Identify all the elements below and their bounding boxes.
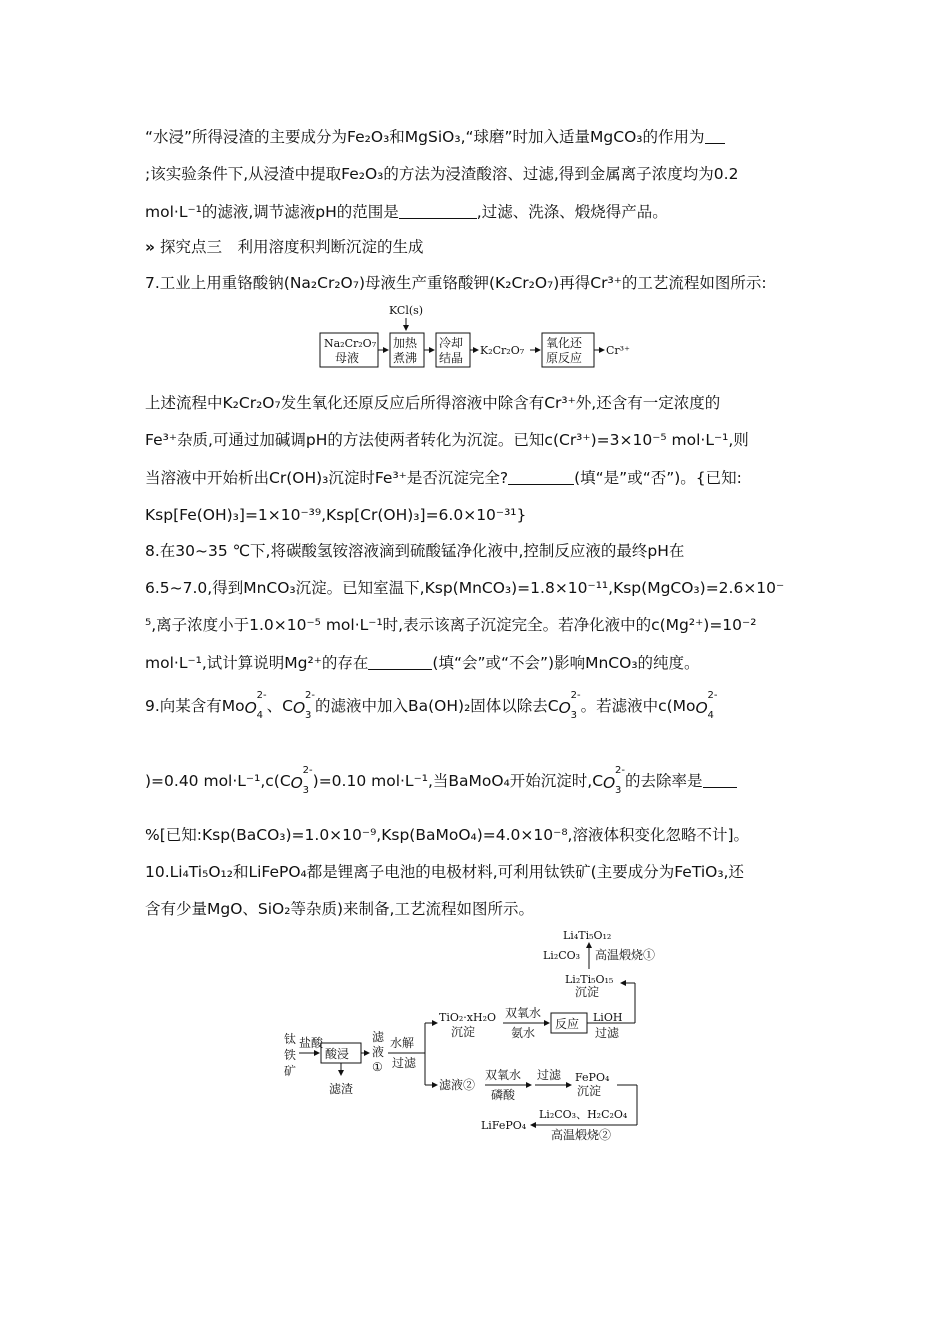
q6-line-2: ;该实验条件下,从浸渣中提取Fe₂O₃的方法为浸渣酸溶、过滤,得到金属离子浓度均为0.2 <box>145 165 739 183</box>
section-title: 探究点三 利用溶度积判断沉淀的生成 <box>159 238 424 256</box>
reagents-label: Li₂CO₃、H₂C₂O₄ <box>539 1108 628 1121</box>
section-heading <box>145 236 423 258</box>
ion-carbonate: O 3 2- <box>292 690 315 721</box>
q7-line-5: Ksp[Fe(OH)₃]=1×10⁻³⁹,Ksp[Cr(OH)₃]=6.0×10⁻³¹} <box>145 506 527 524</box>
filtrate1-3: ① <box>372 1060 383 1074</box>
calcination1-label: 高温煅烧① <box>595 948 656 962</box>
flow-box-redox-2: 原反应 <box>546 351 583 365</box>
phosphoric-label: 磷酸 <box>491 1088 516 1102</box>
filter2-label: 过滤 <box>595 1026 620 1040</box>
ore-label-1: 钛 <box>284 1032 297 1046</box>
ion-molybdate: O 4 2- <box>695 690 718 721</box>
q9-line-3: %[已知:Ksp(BaCO₃)=1.0×10⁻⁹,Ksp(BaMoO₄)=4.0×10⁻⁸,溶液体积变化忽略不计]。 <box>145 826 750 844</box>
li2ti5o15-precipitate: 沉淀 <box>575 985 600 999</box>
hcl-label: 盐酸 <box>299 1036 324 1050</box>
q6-line-3: mol·L⁻¹的滤液,调节滤液pH的范围是 ,过滤、洗涤、煅烧得产品。 <box>145 203 668 221</box>
flow-box-mother-liquor: 母液 <box>335 351 360 365</box>
fepo4-precipitate: 沉淀 <box>577 1084 602 1098</box>
flow-box-redox-1: 氧化还 <box>546 336 583 350</box>
hydrolysis-label: 水解 <box>390 1036 415 1050</box>
q7-line-1: 7.工业上用重铬酸钠(Na₂Cr₂O₇)母液生产重铬酸钾(K₂Cr₂O₇)再得Cr³⁺的工艺流程如图所示: <box>145 274 767 292</box>
q7-line-2: 上述流程中K₂Cr₂O₇发生氧化还原反应后所得溶液中除含有Cr³⁺外,还含有一定浓度的 <box>145 394 721 412</box>
ore-label-2: 铁 <box>284 1048 297 1062</box>
filtrate1-2: 液 <box>372 1045 385 1059</box>
kcl-label: KCl(s) <box>389 304 424 317</box>
lifepo4-label: LiFePO₄ <box>481 1119 527 1132</box>
flow-k2cr2o7: K₂Cr₂O₇ <box>480 344 525 357</box>
q8-line-2: 6.5~7.0,得到MnCO₃沉淀。已知室温下,Ksp(MnCO₃)=1.8×10⁻¹¹,Ksp(MgCO₃)=2.6×10⁻ <box>145 579 785 597</box>
q9-line-1: 9.向某含有Mo O 4 2- 、C O 3 2- 的滤液中加入Ba(OH)₂固体以除去C O 3 2- 。若滤液中c(Mo O 4 2- <box>145 690 718 721</box>
filtrate1-1: 滤 <box>372 1030 385 1044</box>
answer-blank[interactable] <box>703 773 737 788</box>
q8-line-4: mol·L⁻¹,试计算说明Mg²⁺的存在 (填“会”或“不会”)影响MnCO₃的纯度。 <box>145 654 700 672</box>
li2co3-label-1: Li₂CO₃ <box>543 949 581 962</box>
q7-flow-diagram <box>310 300 650 372</box>
lioh-label: LiOH <box>593 1011 623 1024</box>
ore-label-3: 矿 <box>284 1064 297 1078</box>
li4ti5o12-label: Li₄Ti₅O₁₂ <box>563 929 612 942</box>
q7-line-4: 当溶液中开始析出Cr(OH)₃沉淀时Fe³⁺是否沉淀完全? (填“是”或“否”)。{已知: <box>145 469 742 487</box>
answer-blank[interactable] <box>705 129 725 144</box>
li2ti5o15-label: Li₂Ti₅O₁₅ <box>565 973 614 986</box>
tio2-label: TiO₂·xH₂O <box>439 1011 497 1024</box>
flow-box-heat-2: 煮沸 <box>393 351 418 365</box>
ammonia-label: 氨水 <box>511 1026 536 1040</box>
q10-line-1: 10.Li₄Ti₅O₁₂和LiFePO₄都是锂离子电池的电极材料,可利用钛铁矿(主要成分为FeTiO₃,还 <box>145 863 744 881</box>
ion-carbonate: O 3 2- <box>290 765 313 796</box>
flow-box-na2cr2o7: Na₂Cr₂O₇ <box>324 337 377 350</box>
flow-cr3: Cr³⁺ <box>606 344 630 357</box>
flow-box-heat-1: 加热 <box>393 336 418 350</box>
q8-line-1: 8.在30~35 ℃下,将碳酸氢铵溶液滴到硫酸锰净化液中,控制反应液的最终pH在 <box>145 542 685 560</box>
filter3-label: 过滤 <box>537 1068 562 1082</box>
residue-label: 滤渣 <box>329 1082 354 1096</box>
answer-blank[interactable] <box>368 655 432 670</box>
q10-flow-diagram <box>275 925 695 1150</box>
q9-line-2: )=0.40 mol·L⁻¹,c(C O 3 2- )=0.10 mol·L⁻¹,当BaMoO₄开始沉淀时,C O 3 2- 的去除率是 <box>145 764 737 792</box>
acid-leach-box: 酸浸 <box>325 1047 350 1061</box>
filtrate2-label: 滤液② <box>439 1078 476 1092</box>
answer-blank[interactable] <box>399 204 477 219</box>
answer-blank[interactable] <box>508 470 574 485</box>
h2o2-label-1: 双氧水 <box>505 1006 542 1020</box>
q7-line-3: Fe³⁺杂质,可通过加碱调pH的方法使两者转化为沉淀。已知c(Cr³⁺)=3×10⁻⁵ mol·L⁻¹,则 <box>145 431 749 449</box>
ion-carbonate: O 3 2- <box>603 765 626 796</box>
flow-box-cool-1: 冷却 <box>439 336 464 350</box>
q6-line-1: “水浸”所得浸渣的主要成分为Fe₂O₃和MgSiO₃,“球磨”时加入适量MgCO₃的作用为 <box>145 126 725 148</box>
filter-label: 过滤 <box>392 1056 417 1070</box>
flow-box-cool-2: 结晶 <box>439 351 464 365</box>
h2o2-label-2: 双氧水 <box>485 1068 522 1082</box>
fepo4-label: FePO₄ <box>575 1071 610 1084</box>
section-marker-icon: » <box>145 238 156 256</box>
reaction-box: 反应 <box>555 1017 580 1031</box>
tio2-precipitate: 沉淀 <box>451 1025 476 1039</box>
q8-line-3: ⁵,离子浓度小于1.0×10⁻⁵ mol·L⁻¹时,表示该离子沉淀完全。若净化液中的c(Mg²⁺)=10⁻² <box>145 616 757 634</box>
calcination2-label: 高温煅烧② <box>551 1128 612 1142</box>
ion-carbonate: O 3 2- <box>558 690 581 721</box>
q10-line-2: 含有少量MgO、SiO₂等杂质)来制备,工艺流程如图所示。 <box>145 900 534 918</box>
ion-molybdate: O 4 2- <box>244 690 267 721</box>
